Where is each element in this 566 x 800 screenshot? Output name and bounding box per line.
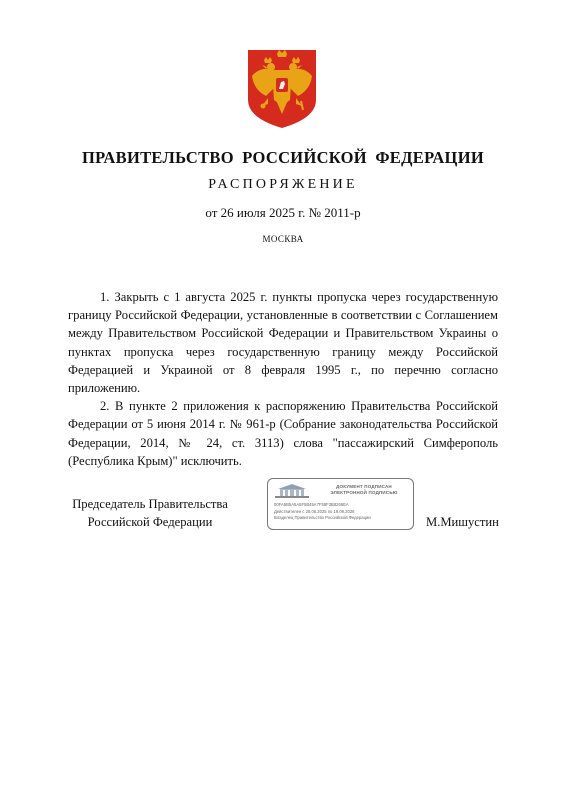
document-date-number: от 26 июля 2025 г. № 2011-р [205,205,361,220]
stamp-certificate-number: 00FA5B5A5A5F5B45A7F58F3B8266EA [274,502,349,507]
order-paragraph-2: 2. В пункте 2 приложения к распоряжению Правительства Российской Федерации от 5 июня 2014 г. № 961-р (Собрание законодательства Российской Федерации, 2014, № 24, ст. 3113) слова "пассажирский Симферополь (Республика Крым)" исключить. [68,399,498,468]
document-city: МОСКВА [262,234,304,244]
stamp-validity: Действителен с 28.06.2025 по 19.09.2026 [274,509,355,514]
document-type: РАСПОРЯЖЕНИЕ [208,177,358,192]
order-body [68,288,498,470]
stamp-header-line-1: ДОКУМЕНТ ПОДПИСАН [336,484,392,489]
electronic-signature-stamp [267,478,414,530]
stamp-header-line-2: ЭЛЕКТРОННОЙ ПОДПИСЬЮ [330,490,398,495]
government-building-icon [274,483,310,499]
signatory-title-line-1: Председатель Правительства [72,497,228,511]
stamp-header [324,484,404,496]
signatory-title-line-2: Российской Федерации [87,515,213,529]
government-title: ПРАВИТЕЛЬСТВО РОССИЙСКОЙ ФЕДЕРАЦИИ [82,148,484,167]
order-paragraph-1: 1. Закрыть с 1 августа 2025 г. пункты пропуска через государственную границу Российской Федерации, установленные в соответствии с Соглашением между Правительством Российской Федерации и Правительством Украины о пунктах пропуска через государственную границу между Российской Федерацией и Украиной от 8 февраля 1995 г., по перечню согласно приложению. [68,290,498,396]
signatory-title [64,495,236,531]
stamp-owner: Владелец Правительство Российской Федерации [274,515,371,520]
russian-coat-of-arms-emblem [246,48,318,130]
signatory-name: М.Мишустин [426,515,499,529]
